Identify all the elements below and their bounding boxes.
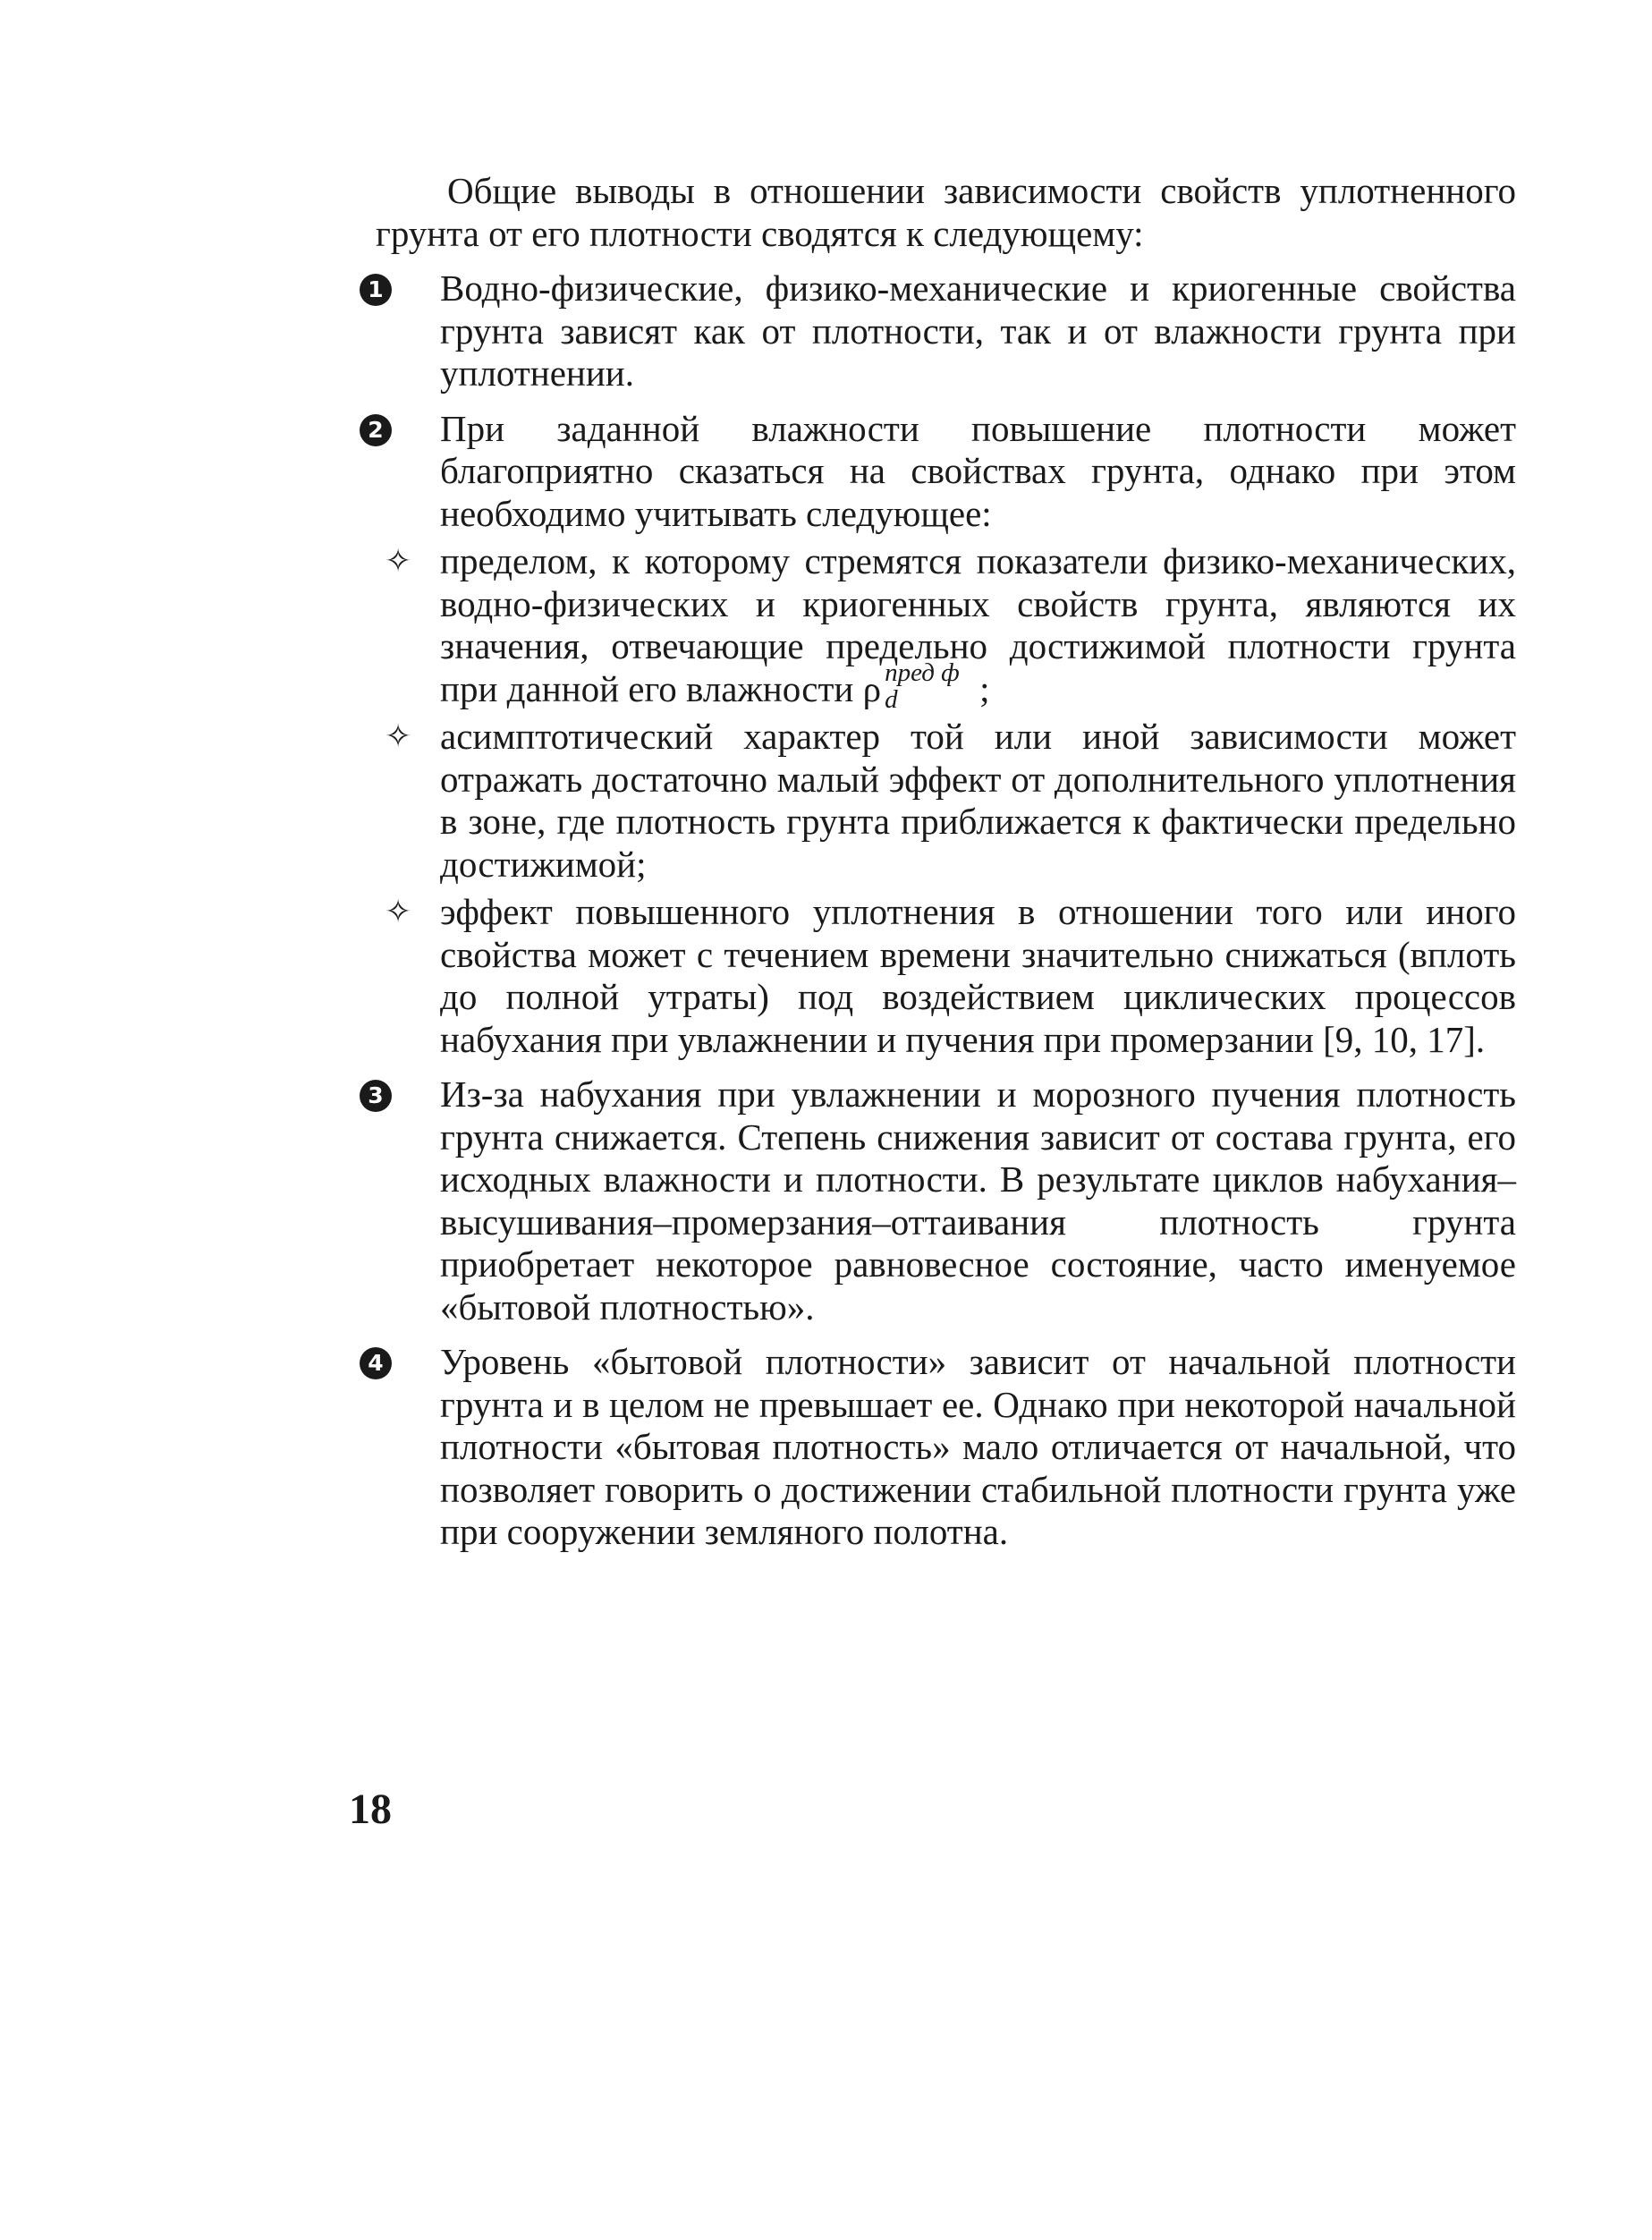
conclusion-text-2: При заданной влажности повышение плотности может благоприятно сказаться на свойствах грунта, однако при этом необходимо учитывать следующее:: [440, 407, 1516, 534]
star-bullet-icon: ✧: [385, 718, 412, 755]
star-bullet-icon: ✧: [385, 894, 412, 930]
number-2-marker-icon: 2: [360, 414, 392, 446]
conclusion-text-3: Из-за набухания при увлажнении и морозного пучения плотность грунта снижается. Степень снижения зависит от состава грунта, его исходных влажности и плотности. В результате циклов набухания–высушивания–промерзания–оттаивания плотность грунта приобретает некоторое равновесное состояние, часто именуемое «бытовой плотностью».: [440, 1073, 1516, 1328]
sub-item-1: [376, 540, 1516, 714]
intro-paragraph: Общие выводы в отношении зависимости свойств уплотненного грунта от его плотности сводятся к следующему:: [376, 170, 1516, 254]
star-bullet-icon: ✧: [385, 543, 412, 580]
number-3-marker-icon: 3: [360, 1080, 392, 1112]
conclusion-item-3: [368, 1073, 1516, 1328]
formula-subscript: d: [885, 684, 898, 714]
conclusion-item-2: [368, 407, 1516, 536]
formula-tail: ;: [979, 667, 990, 709]
conclusion-item-1: [368, 267, 1516, 395]
formula-superscript: пред ф: [885, 658, 960, 687]
formula-base: ρ: [862, 667, 882, 709]
conclusion-text-1: Водно-физические, физико-механические и криогенные свойства грунта зависят как от плотности, так и от влажности грунта при уплотнении.: [440, 267, 1516, 394]
number-4-marker-icon: 4: [360, 1347, 392, 1379]
density-formula: [862, 658, 990, 714]
page-text-block: [368, 170, 1516, 1554]
number-1-marker-icon: 1: [360, 274, 392, 306]
sub-item-3: [376, 891, 1516, 1061]
sub-item-2: [376, 716, 1516, 886]
sub-item-text-2: асимптотический характер той или иной зависимости может отражать достаточно малый эффект от дополнительного уплотнения в зоне, где плотность грунта приближается к фактически предельно достижимой;: [440, 716, 1516, 885]
page-number: 18: [349, 1786, 392, 1833]
conclusion-item-4: [368, 1341, 1516, 1554]
sub-item-text-3: эффект повышенного уплотнения в отношении того или иного свойства может с течением времени значительно снижаться (вплоть до полной утраты) под воздействием циклических процессов набухания при увлажнении и пучения при промерзании [9, 10, 17].: [440, 891, 1516, 1060]
sub-item-text-1: пределом, к которому стремятся показатели физико-механических, водно-физических и криогенных свойств грунта, являются их значения, отвечающие предельно достижимой плотности грунта при данной его влажности: [440, 540, 1516, 709]
sub-item-paragraph-1: [440, 540, 1516, 714]
conclusion-text-4: Уровень «бытовой плотности» зависит от начальной плотности грунта и в целом не прeвышает ее. Однако при некоторой начальной плотности «бытовая плотность» мало отличается от начальной, что позволяет говорить о достижении стабильной плотности грунта уже при сооружении земляного полотна.: [440, 1341, 1516, 1552]
